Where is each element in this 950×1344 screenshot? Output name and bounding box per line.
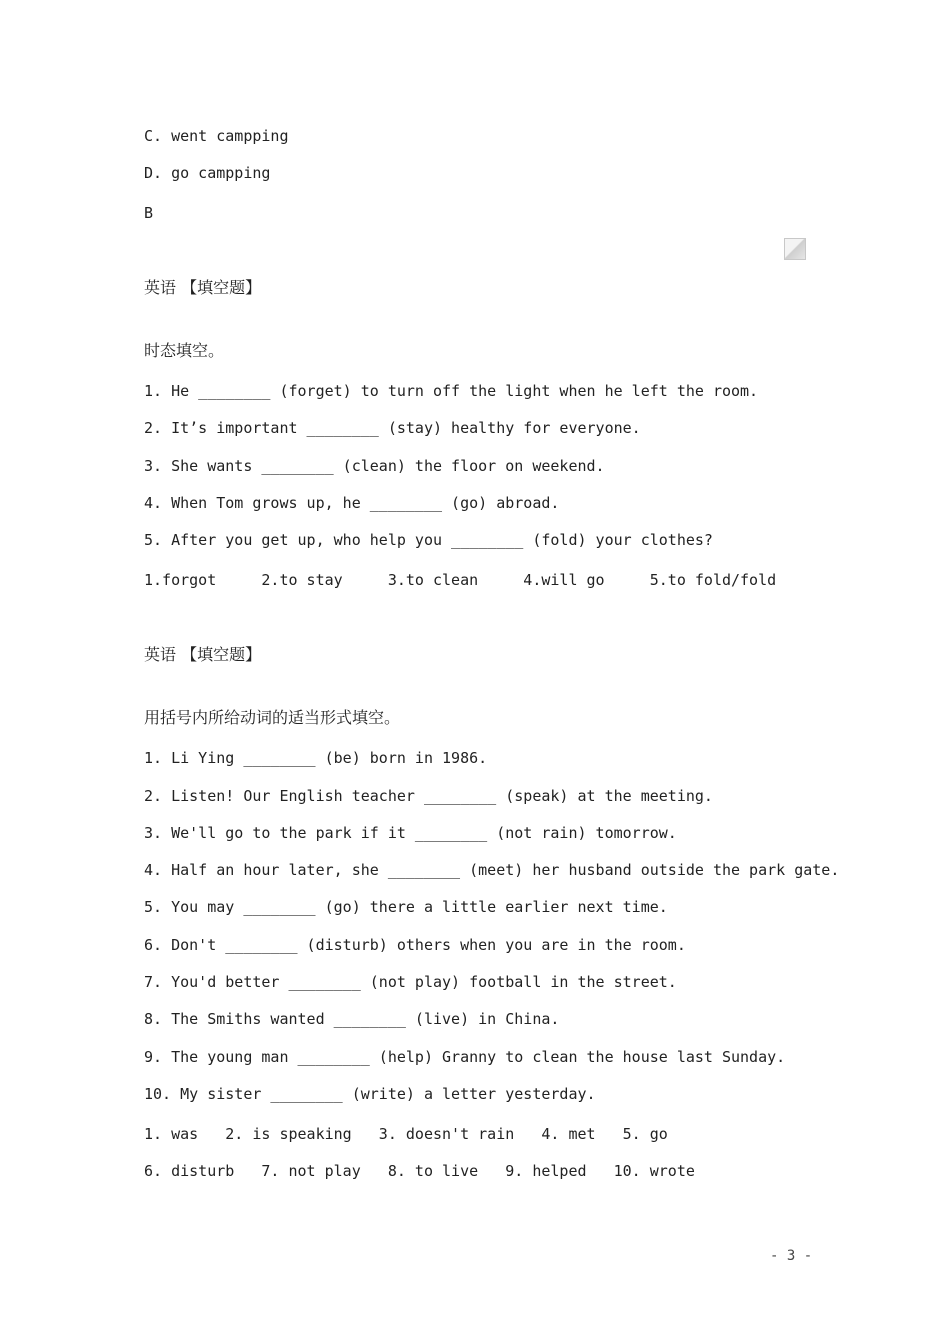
section2-question: 2. Listen! Our English teacher ________ (speak) at the meeting.	[144, 787, 713, 805]
page-number: - 3 -	[770, 1248, 813, 1264]
section1-question: 2. It’s important ________ (stay) healthy for everyone.	[144, 419, 641, 437]
broken-image-icon	[784, 238, 806, 260]
section2-heading: 英语 【填空题】	[144, 645, 262, 664]
section2-question: 3. We'll go to the park if it ________ (not rain) tomorrow.	[144, 824, 677, 842]
section1-question: 1. He ________ (forget) to turn off the light when he left the room.	[144, 382, 759, 400]
section2-question: 9. The young man ________ (help) Granny to clean the house last Sunday.	[144, 1048, 786, 1066]
option-d: D. go campping	[144, 164, 271, 182]
section1-question: 4. When Tom grows up, he ________ (go) abroad.	[144, 494, 560, 512]
answer-letter: B	[144, 204, 154, 222]
option-c: C. went campping	[144, 127, 289, 145]
section2-question: 10. My sister ________ (write) a letter yesterday.	[144, 1085, 596, 1103]
section1-question: 5. After you get up, who help you ________ (fold) your clothes?	[144, 531, 713, 549]
section2-question: 5. You may ________ (go) there a little earlier next time.	[144, 898, 668, 916]
section1-question: 3. She wants ________ (clean) the floor on weekend.	[144, 457, 605, 475]
section2-question: 4. Half an hour later, she ________ (meet) her husband outside the park gate.	[144, 861, 840, 879]
section2-instruction: 用括号内所给动词的适当形式填空。	[144, 708, 401, 727]
section2-answer: 6. disturb 7. not play 8. to live 9. helped 10. wrote	[144, 1162, 695, 1180]
section2-question: 6. Don't ________ (disturb) others when you are in the room.	[144, 936, 686, 954]
section1-heading: 英语 【填空题】	[144, 278, 262, 297]
section1-answer: 1.forgot 2.to stay 3.to clean 4.will go 5.to fold/fold	[144, 571, 777, 589]
section2-answer: 1. was 2. is speaking 3. doesn't rain 4. met 5. go	[144, 1125, 668, 1143]
section2-question: 1. Li Ying ________ (be) born in 1986.	[144, 749, 488, 767]
section1-instruction: 时态填空。	[144, 341, 225, 360]
section2-question: 8. The Smiths wanted ________ (live) in China.	[144, 1010, 560, 1028]
section2-question: 7. You'd better ________ (not play) football in the street.	[144, 973, 677, 991]
